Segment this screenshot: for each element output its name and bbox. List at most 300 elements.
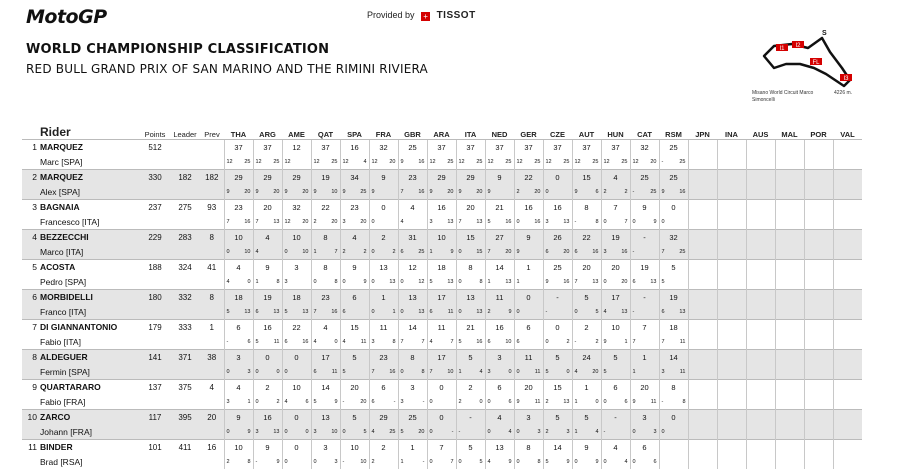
race-points: 5 [363, 429, 366, 435]
event-points: 13 [456, 290, 485, 305]
sprint-points: 0 [430, 399, 433, 405]
event-header: ITA [456, 125, 485, 140]
rider-spacer [22, 245, 40, 260]
event-points: 14 [659, 350, 688, 365]
rider-spacer [22, 365, 40, 380]
event-empty [833, 185, 862, 200]
rider-leader-gap [170, 140, 200, 155]
sprint-points: - [343, 459, 345, 465]
event-breakdown [224, 335, 253, 350]
rider-prev-gap: 8 [200, 290, 224, 305]
event-breakdown [514, 155, 543, 170]
event-header: AME [282, 125, 311, 140]
event-breakdown [456, 395, 485, 410]
race-points: 16 [534, 219, 540, 225]
event-points: 0 [282, 350, 311, 365]
race-points: - [423, 459, 425, 465]
event-empty [804, 230, 833, 245]
event-breakdown [572, 275, 601, 290]
race-points: 5 [479, 459, 482, 465]
event-breakdown [427, 155, 456, 170]
sprint-points: 5 [401, 429, 404, 435]
event-breakdown [340, 335, 369, 350]
sector-i1-label: I1 [779, 46, 785, 52]
event-empty [775, 200, 804, 215]
race-points: 6 [247, 339, 250, 345]
sprint-points: 0 [401, 369, 404, 375]
event-points: 23 [311, 290, 340, 305]
sprint-points: 0 [488, 429, 491, 435]
rider-prev-gap [200, 140, 224, 155]
sprint-points: - [256, 459, 258, 465]
sprint-points: 4 [314, 339, 317, 345]
event-empty [717, 170, 746, 185]
rider-leader-gap: 283 [170, 230, 200, 245]
sprint-points: 7 [401, 189, 404, 195]
rider-first-name: Francesco [ITA] [40, 215, 140, 230]
sprint-points: - [575, 219, 577, 225]
event-empty [688, 305, 717, 320]
sprint-points: 9 [517, 399, 520, 405]
race-points: 13 [563, 219, 569, 225]
event-breakdown [311, 275, 340, 290]
sprint-points: 0 [546, 339, 549, 345]
event-points: 37 [572, 140, 601, 155]
event-points: 9 [485, 170, 514, 185]
event-empty [717, 395, 746, 410]
race-points: 25 [563, 159, 569, 165]
event-points: 10 [427, 230, 456, 245]
sprint-points: 1 [575, 429, 578, 435]
sprint-points: 5 [430, 279, 433, 285]
rider-points: 330 [140, 170, 170, 185]
event-points: 18 [659, 320, 688, 335]
rider-spacer [140, 395, 170, 410]
race-points: 7 [421, 339, 424, 345]
event-breakdown [224, 275, 253, 290]
race-points: 13 [650, 279, 656, 285]
race-points: 4 [508, 429, 511, 435]
sprint-points: 0 [227, 429, 230, 435]
event-breakdown [282, 305, 311, 320]
event-points: 20 [601, 260, 630, 275]
event-empty [746, 230, 775, 245]
event-empty [746, 185, 775, 200]
race-points: 25 [447, 159, 453, 165]
race-points: 25 [621, 159, 627, 165]
rider-spacer [140, 245, 170, 260]
race-points: 16 [679, 189, 685, 195]
race-points: 11 [535, 399, 541, 405]
event-breakdown [630, 275, 659, 290]
race-points: 11 [651, 399, 657, 405]
event-empty [833, 245, 862, 260]
event-breakdown [311, 185, 340, 200]
sponsor-banner [367, 10, 476, 21]
race-points: 10 [331, 429, 337, 435]
event-points: 20 [340, 380, 369, 395]
event-breakdown [282, 155, 311, 170]
event-points: 16 [485, 320, 514, 335]
race-points: 13 [679, 309, 685, 315]
event-header: NED [485, 125, 514, 140]
event-empty [804, 350, 833, 365]
rider-surname-cell [40, 200, 140, 215]
sprint-points: 2 [517, 189, 520, 195]
sprint-points: 9 [633, 399, 636, 405]
event-breakdown [514, 245, 543, 260]
rider-prev-gap: 182 [200, 170, 224, 185]
rider-spacer [200, 365, 224, 380]
sprint-points: 12 [343, 159, 349, 165]
race-points: 13 [447, 279, 453, 285]
event-breakdown [340, 305, 369, 320]
rider-spacer [170, 245, 200, 260]
race-points: 25 [389, 429, 395, 435]
event-breakdown [224, 395, 253, 410]
race-points: 9 [595, 459, 598, 465]
event-points: 3 [398, 380, 427, 395]
event-points: 4 [340, 230, 369, 245]
rider-surname: ALDEGUER [40, 352, 88, 362]
rider-spacer [200, 215, 224, 230]
race-points: 16 [418, 189, 424, 195]
sprint-points: 4 [256, 249, 259, 255]
event-breakdown [572, 185, 601, 200]
event-points: 14 [543, 440, 572, 455]
race-points: 25 [244, 159, 250, 165]
points-header: Points [140, 125, 170, 140]
event-header: VAL [833, 125, 862, 140]
event-points: 22 [514, 170, 543, 185]
race-points: 9 [247, 429, 250, 435]
event-empty [833, 215, 862, 230]
sprint-points: 7 [459, 219, 462, 225]
sprint-points: 12 [430, 159, 436, 165]
sprint-points: 6 [575, 249, 578, 255]
sprint-points: 0 [575, 309, 578, 315]
event-breakdown [514, 275, 543, 290]
event-empty [746, 380, 775, 395]
event-breakdown [543, 215, 572, 230]
rider-spacer [200, 245, 224, 260]
sprint-points: 0 [488, 399, 491, 405]
finish-line-label: FL [812, 60, 820, 66]
event-points: 9 [340, 260, 369, 275]
sector-i3-label: I3 [843, 76, 849, 82]
event-header: QAT [311, 125, 340, 140]
event-breakdown [601, 305, 630, 320]
event-header: GBR [398, 125, 427, 140]
event-empty [775, 350, 804, 365]
event-breakdown [514, 365, 543, 380]
rider-leader-gap: 324 [170, 260, 200, 275]
sprint-points: 0 [401, 279, 404, 285]
event-breakdown [369, 155, 398, 170]
race-points: - [394, 399, 396, 405]
rider-points: 512 [140, 140, 170, 155]
event-breakdown [601, 335, 630, 350]
event-breakdown [398, 425, 427, 440]
event-points: 32 [369, 140, 398, 155]
rider-leader-gap: 182 [170, 170, 200, 185]
sprint-points: 2 [372, 459, 375, 465]
race-points: 7 [624, 219, 627, 225]
race-points: 0 [305, 429, 308, 435]
race-points: 3 [566, 429, 569, 435]
race-points: 20 [418, 429, 424, 435]
event-points: 20 [572, 260, 601, 275]
sprint-points: 1 [459, 369, 462, 375]
rider-position: 1 [22, 140, 40, 155]
event-breakdown [572, 425, 601, 440]
event-empty [804, 155, 833, 170]
event-points: 37 [485, 140, 514, 155]
race-points: 6 [595, 189, 598, 195]
event-breakdown [659, 215, 688, 230]
event-empty [804, 215, 833, 230]
event-points: 16 [543, 200, 572, 215]
event-points: 18 [427, 260, 456, 275]
race-points: 20 [650, 159, 656, 165]
event-points: 19 [659, 290, 688, 305]
race-points: 13 [621, 309, 627, 315]
event-breakdown [543, 365, 572, 380]
event-points: 21 [485, 200, 514, 215]
sprint-points: 0 [604, 219, 607, 225]
event-points: 4 [601, 440, 630, 455]
rider-spacer [140, 425, 170, 440]
sprint-points: 0 [517, 459, 520, 465]
event-points: 7 [427, 440, 456, 455]
event-points: 23 [398, 170, 427, 185]
event-points: 19 [601, 230, 630, 245]
rider-spacer [140, 185, 170, 200]
event-empty [775, 290, 804, 305]
event-points: 16 [427, 200, 456, 215]
event-points: 5 [456, 440, 485, 455]
event-empty [775, 305, 804, 320]
event-points: 9 [514, 230, 543, 245]
tissot-cross-icon: + [421, 12, 430, 21]
event-empty [804, 275, 833, 290]
sprint-points: - [604, 429, 606, 435]
event-breakdown [456, 275, 485, 290]
event-points: 9 [630, 200, 659, 215]
event-header: HUN [601, 125, 630, 140]
rider-points: 117 [140, 410, 170, 425]
event-header: AUS [746, 125, 775, 140]
rider-leader-gap: 275 [170, 200, 200, 215]
event-breakdown [485, 185, 514, 200]
sprint-points: 12 [227, 159, 233, 165]
event-points: - [456, 410, 485, 425]
sprint-points: 3 [604, 249, 607, 255]
event-empty [833, 395, 862, 410]
event-breakdown [630, 185, 659, 200]
event-points: 22 [282, 320, 311, 335]
event-breakdown [601, 275, 630, 290]
event-empty [746, 215, 775, 230]
event-empty [804, 245, 833, 260]
event-points: 15 [543, 380, 572, 395]
sprint-points: 7 [314, 309, 317, 315]
event-breakdown [514, 335, 543, 350]
event-points: 0 [427, 410, 456, 425]
event-empty [804, 200, 833, 215]
event-empty [775, 140, 804, 155]
event-points: 32 [630, 140, 659, 155]
event-points: 20 [514, 380, 543, 395]
event-breakdown [398, 185, 427, 200]
sprint-points: 12 [459, 159, 465, 165]
event-empty [688, 200, 717, 215]
table-row-detail [22, 425, 862, 440]
event-empty [804, 335, 833, 350]
event-points: 19 [253, 290, 282, 305]
event-points: - [630, 290, 659, 305]
sprint-points: 2 [488, 309, 491, 315]
sprint-points: 4 [488, 459, 491, 465]
sprint-points: 3 [256, 429, 259, 435]
event-breakdown [253, 245, 282, 260]
event-breakdown [224, 305, 253, 320]
rider-points: 229 [140, 230, 170, 245]
event-points: 5 [543, 350, 572, 365]
sprint-points: 9 [459, 189, 462, 195]
event-points: 13 [485, 440, 514, 455]
rider-surname: BAGNAIA [40, 202, 80, 212]
race-points: 10 [360, 459, 366, 465]
sprint-points: 5 [459, 339, 462, 345]
event-empty [717, 140, 746, 155]
race-points: 8 [392, 339, 395, 345]
event-points: 20 [630, 380, 659, 395]
event-empty [775, 170, 804, 185]
event-empty [746, 200, 775, 215]
event-empty [717, 275, 746, 290]
prev-header: Prev [200, 125, 224, 140]
event-points: 3 [224, 350, 253, 365]
sprint-points: - [633, 249, 635, 255]
event-empty [746, 335, 775, 350]
event-breakdown [340, 275, 369, 290]
event-points: 6 [224, 320, 253, 335]
race-points: 1 [247, 399, 250, 405]
event-breakdown [601, 365, 630, 380]
event-points: 15 [456, 230, 485, 245]
event-empty [833, 290, 862, 305]
event-points: 8 [572, 200, 601, 215]
event-breakdown [282, 215, 311, 230]
race-points: 10 [244, 249, 250, 255]
race-points: 6 [624, 399, 627, 405]
race-points: 6 [508, 399, 511, 405]
sprint-points: 0 [662, 429, 665, 435]
event-empty [833, 305, 862, 320]
race-points: 16 [389, 369, 395, 375]
event-breakdown [398, 305, 427, 320]
rider-position: 3 [22, 200, 40, 215]
race-points: 1 [624, 339, 627, 345]
table-row [22, 200, 862, 215]
event-empty [688, 140, 717, 155]
rider-surname: BINDER [40, 442, 73, 452]
sprint-points: 1 [575, 399, 578, 405]
event-breakdown [253, 395, 282, 410]
event-points: 5 [456, 350, 485, 365]
rider-spacer [200, 335, 224, 350]
rider-position: 10 [22, 410, 40, 425]
sprint-points: 6 [430, 309, 433, 315]
event-breakdown [253, 365, 282, 380]
rider-surname-cell [40, 410, 140, 425]
sprint-points: 0 [285, 369, 288, 375]
event-empty [688, 230, 717, 245]
event-points: 10 [224, 230, 253, 245]
sprint-points: 9 [372, 189, 375, 195]
event-empty [688, 185, 717, 200]
sprint-points: 2 [459, 399, 462, 405]
event-breakdown [311, 305, 340, 320]
event-breakdown [543, 185, 572, 200]
event-breakdown [398, 275, 427, 290]
event-breakdown [630, 215, 659, 230]
event-empty [833, 440, 862, 455]
rider-spacer [200, 275, 224, 290]
event-breakdown [427, 215, 456, 230]
sprint-points: 3 [488, 369, 491, 375]
race-points: 20 [389, 159, 395, 165]
race-points: 20 [447, 189, 453, 195]
event-empty [717, 425, 746, 440]
event-points: 31 [398, 230, 427, 245]
event-empty [746, 395, 775, 410]
event-points: 0 [659, 200, 688, 215]
event-breakdown [398, 215, 427, 230]
event-breakdown [427, 305, 456, 320]
sprint-points: 1 [488, 279, 491, 285]
sprint-points: 0 [604, 459, 607, 465]
event-points: 10 [282, 230, 311, 245]
race-points: 5 [595, 309, 598, 315]
sprint-points: 4 [430, 339, 433, 345]
event-breakdown [311, 155, 340, 170]
race-points: 10 [447, 369, 453, 375]
event-points: 1 [514, 260, 543, 275]
event-points: 15 [340, 320, 369, 335]
event-points: 18 [282, 290, 311, 305]
rider-surname: ZARCO [40, 412, 70, 422]
event-empty [688, 380, 717, 395]
sprint-points: 0 [633, 219, 636, 225]
table-row [22, 140, 862, 155]
event-points: 11 [427, 320, 456, 335]
rider-surname-cell [40, 230, 140, 245]
event-empty [717, 185, 746, 200]
event-empty [688, 245, 717, 260]
event-breakdown [253, 305, 282, 320]
event-breakdown [253, 185, 282, 200]
rider-leader-gap: 333 [170, 320, 200, 335]
event-empty [833, 335, 862, 350]
race-points: 7 [450, 339, 453, 345]
event-points: 3 [282, 260, 311, 275]
event-breakdown [369, 305, 398, 320]
sprint-points: 3 [227, 399, 230, 405]
sprint-points: 5 [314, 399, 317, 405]
event-empty [804, 365, 833, 380]
